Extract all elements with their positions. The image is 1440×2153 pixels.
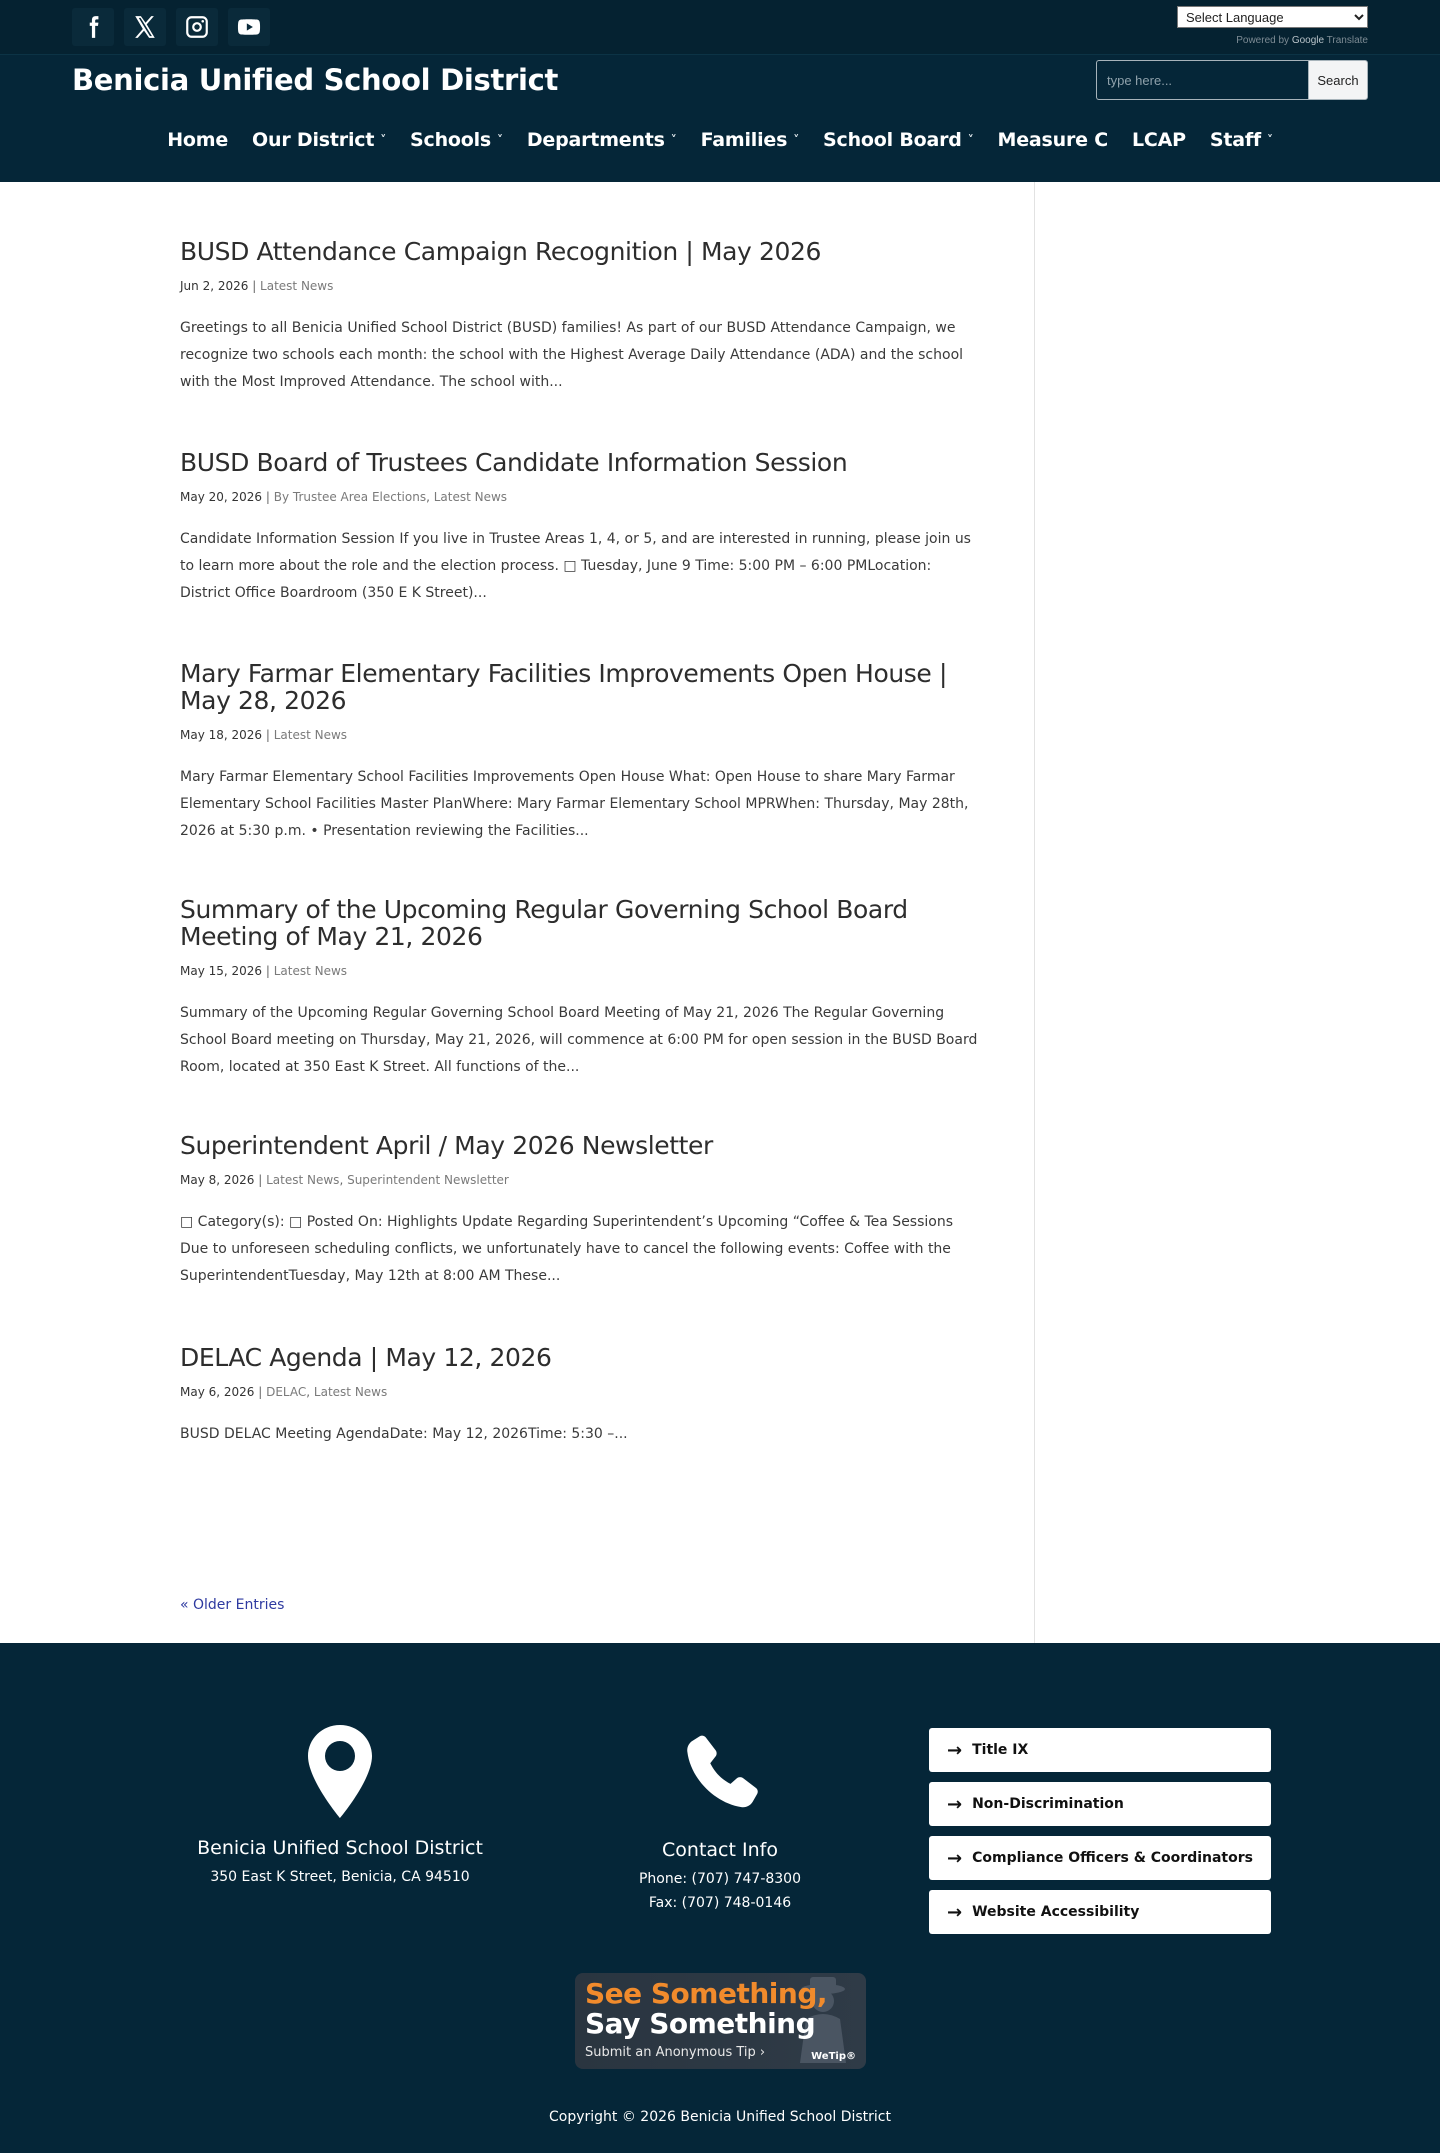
arrow-right-icon: → — [947, 1793, 963, 1815]
post-excerpt: Candidate Information Session If you live in Trustee Areas 1, 4, or 5, and are interested in running, please join us to learn more about the role and the election process. □ Tuesday, June 9 Time: 5:00 PM – 6:00 PMLocation: District Office Boardroom (350 E K Street)... — [180, 531, 971, 601]
post-item — [180, 896, 980, 1081]
post-date: May 6, 2026 — [180, 1385, 255, 1399]
post-excerpt: Summary of the Upcoming Regular Governing School Board Meeting of May 21, 2026 The Regular Governing School Board meeting on Thursday, May 21, 2026, will commence at 6:00 PM for open session in the BUSD Board Room, located at 350 East K Street. All functions of the... — [180, 1005, 978, 1075]
search-input[interactable] — [1096, 60, 1308, 100]
meta-separator: | — [254, 1173, 267, 1187]
meta-separator: | — [262, 490, 274, 504]
post-category-link[interactable]: Latest News — [273, 964, 348, 978]
footer-link-label: Non-Discrimination — [972, 1796, 1124, 1812]
x-icon — [132, 14, 158, 40]
footer-link-label: Website Accessibility — [972, 1904, 1140, 1920]
post-date: Jun 2, 2026 — [180, 279, 249, 293]
nav-item-staff[interactable] — [1210, 129, 1273, 151]
footer-link-label: Compliance Officers & Coordinators — [972, 1850, 1253, 1866]
footer-link-compliance-officers-coordinators[interactable] — [929, 1836, 1271, 1880]
post-meta: May 20, 2026 | By Trustee Area Elections, Latest News — [180, 490, 508, 504]
nav-item-home[interactable] — [167, 129, 228, 151]
chevron-down-icon: ˅ — [967, 133, 974, 147]
post-title[interactable]: DELAC Agenda | May 12, 2026 — [180, 1343, 552, 1372]
post-title[interactable]: Mary Farmar Elementary Facilities Improvements Open House | May 28, 2026 — [180, 659, 947, 715]
post-category-link[interactable]: Latest News — [260, 279, 334, 293]
post-item — [180, 660, 980, 845]
post-item — [180, 238, 980, 396]
post-title[interactable]: BUSD Board of Trustees Candidate Information Session — [180, 448, 848, 477]
contact-block — [550, 1725, 890, 1911]
contact-heading: Contact Info — [662, 1839, 778, 1861]
post-date: May 15, 2026 — [180, 964, 263, 978]
footer-link-website-accessibility[interactable] — [929, 1890, 1271, 1934]
post-category-link[interactable]: Superintendent Newsletter — [347, 1173, 509, 1187]
post-date: May 18, 2026 — [180, 728, 263, 742]
nav-item-lcap[interactable] — [1132, 129, 1186, 151]
facebook-icon — [80, 14, 106, 40]
post-item — [180, 1132, 980, 1290]
nav-item-school-board[interactable] — [823, 129, 973, 151]
arrow-right-icon: → — [947, 1901, 963, 1923]
powered-by-text: Powered by — [1236, 35, 1290, 46]
post-title[interactable]: Superintendent April / May 2026 Newsletter — [180, 1131, 713, 1160]
post-meta: May 6, 2026 | DELAC, Latest News — [180, 1385, 388, 1399]
search-button[interactable]: Search — [1308, 60, 1368, 100]
main-content — [0, 182, 1440, 1643]
post-meta — [180, 279, 980, 293]
nav-item-label: Departments — [526, 129, 665, 151]
post-meta — [180, 964, 980, 978]
copyright: Copyright © 2026 Benicia Unified School District — [549, 2109, 891, 2125]
nav-item-label: LCAP — [1131, 129, 1186, 151]
post-excerpt: BUSD DELAC Meeting AgendaDate: May 12, 2026Time: 5:30 –... — [180, 1426, 628, 1442]
nav-item-schools[interactable] — [410, 129, 503, 151]
post-meta: May 8, 2026 | Latest News, Superintendent Newsletter — [180, 1173, 509, 1187]
nav-item-label: Measure C — [997, 129, 1108, 151]
nav-item-label: Home — [167, 129, 229, 151]
nav-item-measure-c[interactable] — [998, 129, 1108, 151]
footer-link-label: Title IX — [972, 1742, 1029, 1758]
tip-line-2: Say Something — [585, 2007, 816, 2040]
post-category-link[interactable]: Latest News — [273, 728, 348, 742]
footer-link-title-ix[interactable] — [929, 1728, 1271, 1772]
tip-line-3: Submit an Anonymous Tip › — [585, 2045, 766, 2060]
post-date: May 20, 2026 — [180, 490, 263, 504]
site-title[interactable]: Benicia Unified School District — [72, 63, 559, 97]
map-pin-icon — [305, 1723, 375, 1821]
address-text: 350 East K Street, Benicia, CA 94510 — [210, 1869, 470, 1885]
powered-by-google-translate — [1236, 35, 1368, 46]
post-excerpt: □ Category(s): □ Posted On: Highlights Update Regarding Superintendent’s Upcoming “Coffee & Tea Sessions Due to unforeseen scheduling conflicts, we unfortunately have to cancel the following events: Coffee with the SuperintendentTuesday, May 12th at 8:00 AM These... — [180, 1214, 954, 1284]
phone-icon — [675, 1725, 765, 1821]
post-title[interactable]: Summary of the Upcoming Regular Governing School Board Meeting of May 21, 2026 — [180, 895, 908, 951]
nav-item-label: Our District — [252, 129, 375, 151]
arrow-right-icon: → — [947, 1739, 963, 1761]
top-bar — [0, 0, 1440, 55]
meta-separator: | — [262, 964, 274, 978]
footer-link-non-discrimination[interactable] — [929, 1782, 1271, 1826]
arrow-right-icon: → — [947, 1847, 963, 1869]
post-category-link[interactable]: Latest News — [433, 490, 508, 504]
address-heading: Benicia Unified School District — [197, 1837, 483, 1859]
post-category-link[interactable]: DELAC — [266, 1385, 307, 1399]
post-title[interactable]: BUSD Attendance Campaign Recognition | May 2026 — [180, 237, 822, 266]
meta-separator: | — [248, 279, 261, 293]
chevron-down-icon: ˅ — [1266, 133, 1273, 147]
meta-separator: | — [262, 728, 274, 742]
fax-text: Fax: (707) 748-0146 — [648, 1895, 792, 1911]
sidebar-divider — [1034, 182, 1035, 1643]
tip-line-1: See Something, — [585, 1977, 827, 2010]
nav-item-label: Schools — [410, 129, 492, 151]
youtube-link[interactable] — [228, 8, 270, 46]
phone-text: Phone: (707) 747-8300 — [638, 1871, 802, 1887]
post-meta — [180, 728, 980, 742]
nav-item-departments[interactable] — [527, 129, 677, 151]
footer — [0, 1643, 1440, 2153]
nav-item-label: Families — [700, 129, 788, 151]
chevron-down-icon: ˅ — [380, 133, 387, 147]
post-category-link[interactable]: By Trustee Area Elections — [273, 490, 427, 504]
address-block — [170, 1723, 510, 1885]
older-entries-link[interactable]: « Older Entries — [180, 1597, 285, 1613]
post-category-link[interactable]: Latest News — [266, 1173, 340, 1187]
google-logo-text: Google — [1291, 35, 1325, 46]
post-item — [180, 1344, 980, 1448]
translate-link[interactable]: Translate — [1326, 35, 1368, 46]
facebook-link[interactable] — [72, 8, 114, 46]
chevron-down-icon: ˅ — [497, 133, 503, 147]
nav-item-label: School Board — [823, 129, 962, 151]
post-category-link[interactable]: Latest News — [313, 1385, 388, 1399]
nav-item-label: Staff — [1209, 129, 1261, 151]
nav-item-our-district[interactable] — [252, 129, 386, 151]
post-date: May 8, 2026 — [180, 1173, 255, 1187]
nav-item-families[interactable] — [701, 129, 799, 151]
chevron-down-icon: ˅ — [670, 133, 677, 147]
wetip-logo: WeTip® — [811, 2051, 856, 2062]
post-excerpt: Mary Farmar Elementary School Facilities Improvements Open House What: Open House to share Mary Farmar Elementary School Facilities Master PlanWhere: Mary Farmar Elementary School MPRWhen: Thursday, May 28th, 2026 at 5:30 p.m. • Presentation reviewing the Facilities... — [180, 769, 969, 839]
instagram-link[interactable] — [176, 8, 218, 46]
instagram-icon — [184, 14, 210, 40]
post-item — [180, 449, 980, 607]
chevron-down-icon: ˅ — [793, 133, 800, 147]
main-nav — [0, 129, 1440, 151]
youtube-icon — [236, 14, 262, 40]
x-link[interactable] — [124, 8, 166, 46]
anonymous-tip-banner[interactable] — [575, 1973, 866, 2069]
post-excerpt: Greetings to all Benicia Unified School District (BUSD) families! As part of our BUSD Attendance Campaign, we recognize two schools each month: the school with the Highest Average Daily Attendance (ADA) and the school with the Most Improved Attendance. The school with... — [180, 320, 964, 390]
header — [0, 55, 1440, 182]
language-select[interactable] — [1177, 6, 1368, 28]
meta-separator: | — [254, 1385, 267, 1399]
